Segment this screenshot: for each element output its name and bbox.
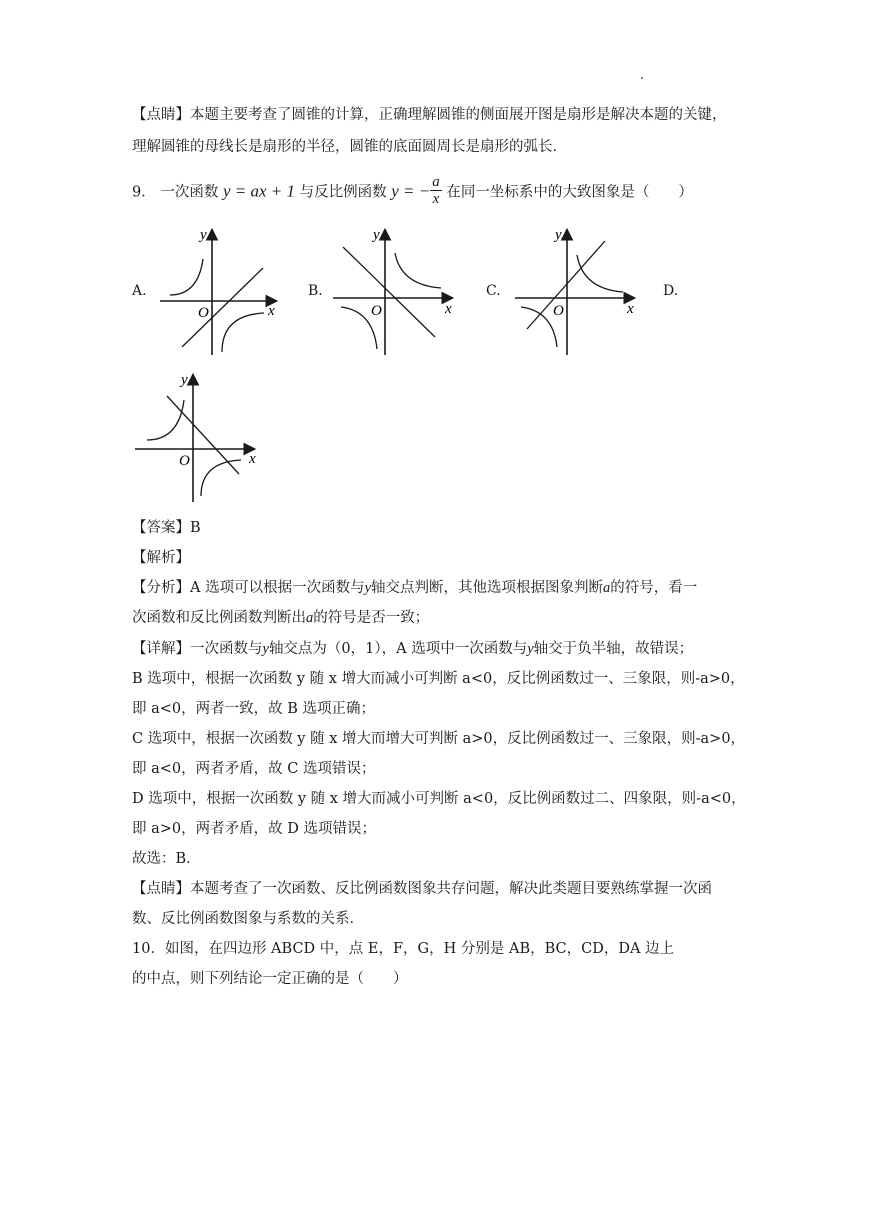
analysis-line-2 <box>132 608 429 628</box>
detail-1-y: y <box>262 641 269 657</box>
detail-1a: 【详解】一次函数与 <box>132 641 263 657</box>
analysis-1-a: a <box>603 580 611 596</box>
q9-fraction-denominator: x <box>432 191 440 207</box>
graph-a-x-label: x <box>268 303 275 319</box>
graph-c-origin: O <box>553 303 564 319</box>
graph-b-x-label: x <box>445 301 452 317</box>
detail-1-y2: y <box>527 641 534 657</box>
q9-number: 9． <box>132 184 156 201</box>
detail-line-1 <box>132 639 693 659</box>
graph-c-x-label: x <box>627 301 634 317</box>
summary2-line-2: 数、反比例函数图象与系数的关系． <box>132 911 364 927</box>
q9-inverse-eq-left: y = − <box>391 181 431 201</box>
analysis-1c: 的符号，看一 <box>610 580 698 596</box>
option-c-reason-2: 即 a<0，两者矛盾，故 C 选项错误； <box>132 761 376 777</box>
graph-option-a <box>160 225 285 360</box>
option-c-label: C. <box>486 283 501 299</box>
graph-c-y-label: y <box>555 227 562 243</box>
graph-d-origin: O <box>179 453 190 469</box>
graph-b-y-label: y <box>373 227 380 243</box>
graph-b-origin: O <box>371 303 382 319</box>
q9-fraction-numerator: a <box>432 174 440 190</box>
q9-text-a: 一次函数 <box>160 184 219 201</box>
q9-text-c: 在同一坐标系中的大致图象是（ ） <box>446 184 693 201</box>
graph-a-origin: O <box>198 305 209 321</box>
analysis-2-a: a <box>306 610 314 626</box>
graph-option-b <box>333 225 463 360</box>
option-b-label: B. <box>308 283 323 299</box>
analysis-1a: 【分析】A 选项可以根据一次函数与 <box>132 580 365 596</box>
detail-1c: 轴交于负半轴，故错误； <box>533 641 694 657</box>
option-d-reason-2: 即 a>0，两者矛盾，故 D 选项错误； <box>132 821 376 837</box>
analysis-heading: 【解析】 <box>132 550 190 566</box>
summary-line-1: 【点睛】本题主要考查了圆锥的计算，正确理解圆锥的侧面展开图是扇形是解决本题的关键， <box>132 107 727 123</box>
q9-linear-eq: y = ax + 1 <box>222 181 295 201</box>
graph-a-y-label: y <box>200 227 207 243</box>
q9-text-b: 与反比例函数 <box>299 184 387 201</box>
graph-d-y-label: y <box>181 372 188 388</box>
page-mark-dot <box>641 77 643 79</box>
analysis-2b: 的符号是否一致； <box>313 610 430 626</box>
question-9-stem <box>132 176 693 209</box>
option-d-reason-1: D 选项中，根据一次函数 y 随 x 增大而减小可判断 a<0，反比例函数过二、四象限，则-a<0， <box>132 791 746 807</box>
summary-line-2: 理解圆锥的母线长是扇形的半径，圆锥的底面圆周长是扇形的弧长． <box>132 139 567 155</box>
option-c-reason-1: C 选项中，根据一次函数 y 随 x 增大而增大可判断 a>0，反比例函数过一、三象限，则-a>0， <box>132 731 746 747</box>
detail-1b: 轴交点为（0，1），A 选项中一次函数与 <box>268 641 528 657</box>
summary2-line-1: 【点睛】本题考查了一次函数、反比例函数图象共存问题，解决此类题目要熟练掌握一次函 <box>132 881 712 897</box>
analysis-line-1 <box>132 578 697 598</box>
conclusion-line: 故选：B． <box>132 851 201 867</box>
option-b-reason-2: 即 a<0，两者一致，故 B 选项正确； <box>132 701 376 717</box>
question-10-line-2: 的中点，则下列结论一定正确的是（ ） <box>132 971 408 987</box>
option-a-label: A. <box>132 283 147 299</box>
analysis-1-y: y <box>364 580 372 596</box>
option-b-reason-1: B 选项中，根据一次函数 y 随 x 增大而减小可判断 a<0，反比例函数过一、三象限，则-a>0， <box>132 671 745 687</box>
analysis-1b: 轴交点判断，其他选项根据图象判断 <box>371 580 604 596</box>
graph-option-c <box>515 225 645 360</box>
q9-fraction <box>430 174 442 207</box>
answer-line: 【答案】B <box>132 520 201 536</box>
graph-d-x-label: x <box>249 451 256 467</box>
question-10-line-1: 10．如图，在四边形 ABCD 中，点 E，F，G，H 分别是 AB，BC，CD，DA 边上 <box>132 941 675 957</box>
option-d-label: D. <box>663 283 679 299</box>
graph-option-d <box>135 370 265 505</box>
analysis-2a: 次函数和反比例函数判断出 <box>132 610 306 626</box>
